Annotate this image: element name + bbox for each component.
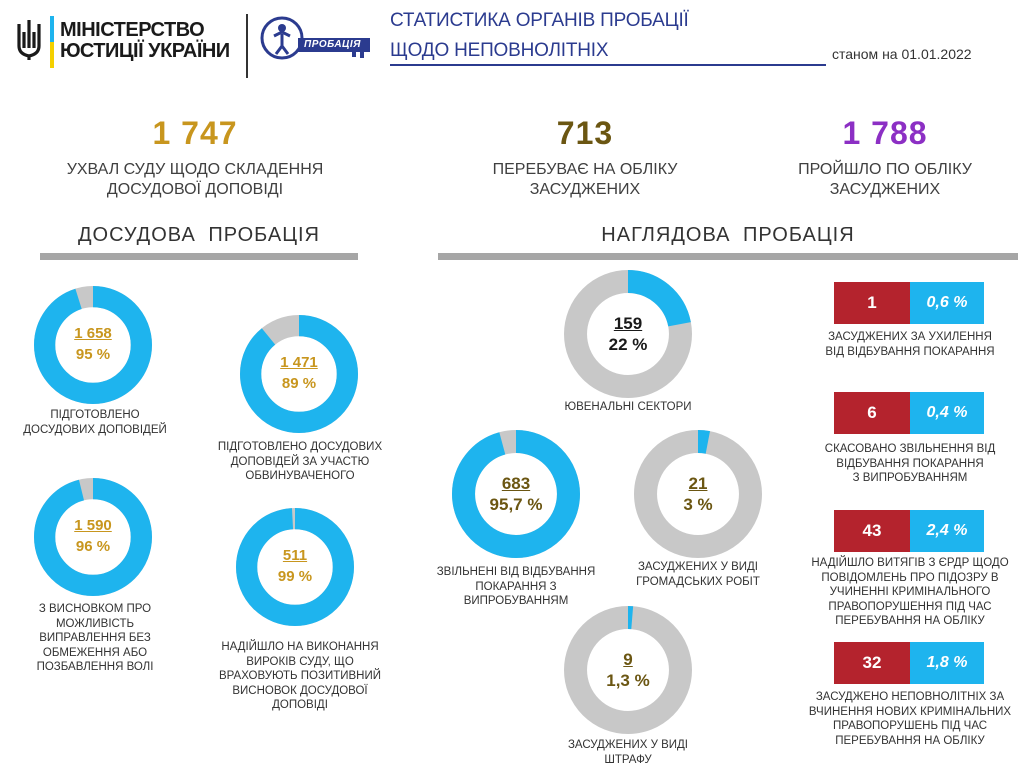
donut-label: НАДІЙШЛО НА ВИКОНАННЯ ВИРОКІВ СУДУ, ЩО ВРАХОВУЮТЬ ПОЗИТИВНИЙ ВИСНОВОК ДОСУДОВОЇ ДОПОВІДІ [218,641,382,711]
section-pretrial-bar [40,253,358,260]
kpi-value: 1 747 [152,115,238,151]
donut-number [34,517,152,534]
donut-number [634,474,762,494]
donut-number [34,325,152,342]
badge-erdr-extracts [834,510,984,552]
donut-count: 159 [613,314,643,333]
donut-label: З ВИСНОВКОМ ПРО МОЖЛИВІСТЬ ВИПРАВЛЕННЯ БЕЗ ОБМЕЖЕННЯ АБО ПОЗБАВЛЕННЯ ВОЛІ [36,603,154,673]
kpi-registered [440,115,730,200]
donut-percent: 95 % [75,346,111,363]
donut-label: ПІДГОТОВЛЕНО ДОСУДОВИХ ДОПОВІДЕЙ ЗА УЧАСТЮ ОБВИНУВАЧЕНОГО [217,441,383,482]
donut-count: 511 [282,547,308,564]
donut-number [564,650,692,670]
badge-label: НАДІЙШЛО ВИТЯГІВ З ЄРДР ЩОДО ПОВІДОМЛЕНЬ ПРО ПІДОЗРУ В УЧИНЕННІ КРИМІНАЛЬНОГО ПРАВОПОРУШЕННЯ ПІД ЧАС ПЕРЕБУВАННЯ НА ОБЛІКУ [811,557,1009,627]
donut-value-arc [464,442,569,547]
donut-percent: 1,3 % [606,671,650,690]
section-supervision-bar [438,253,1018,260]
probation-logo [256,14,376,64]
report-date: станом на 01.01.2022 [832,46,972,62]
donut-reports-with-accused [240,315,358,433]
donut-value-arc [251,326,348,423]
donut-ring [236,508,354,626]
donut-correction-without-restriction [34,478,152,596]
donut-number [236,547,354,564]
donut-percent: 22 % [608,335,648,354]
donut-count: 1 590 [74,517,112,534]
kpi-label-line2: ЗАСУДЖЕНИХ [529,181,641,198]
donut-percent: 3 % [683,495,713,514]
donut-released-probation [452,430,580,558]
page-title-line2: ЩОДО НЕПОВНОЛІТНІХ [390,40,609,61]
badge-count: 32 [834,642,910,684]
badge-count: 1 [834,282,910,324]
donut-ring [34,478,152,596]
donut-community-work [634,430,762,558]
kpi-label-line2: ЗАСУДЖЕНИХ [829,181,941,198]
page-title [390,6,689,66]
header-divider [246,14,248,78]
badge-cancelled-release [834,392,984,434]
badge-count: 43 [834,510,910,552]
section-pretrial-title: ДОСУДОВА ПРОБАЦІЯ [77,224,320,246]
donut-label: ЗАСУДЖЕНИХ У ВИДІ ГРОМАДСЬКИХ РОБІТ [636,561,760,588]
donut-label: ЮВЕНАЛЬНІ СЕКТОРИ [564,401,692,413]
kpi-label-line2: ДОСУДОВОЇ ДОПОВІДІ [106,181,284,198]
donut-percent: 99 % [277,568,313,585]
donut-value-arc [45,297,142,394]
kpi-value: 713 [556,115,614,151]
donut-ring [564,270,692,398]
badge-label: СКАСОВАНО ЗВІЛЬНЕННЯ ВІД ВІДБУВАННЯ ПОКАРАННЯ З ВИПРОБУВАННЯМ [824,443,996,484]
badge-count: 6 [834,392,910,434]
trident-icon [14,18,44,62]
donut-count: 9 [623,650,633,669]
donut-ring [564,606,692,734]
donut-ring [452,430,580,558]
donut-count: 683 [501,474,531,493]
badge-percent: 0,4 % [910,392,984,434]
badge-evasion [834,282,984,324]
donut-fine [564,606,692,734]
kpi-court-rulings [30,115,360,200]
donut-label: ПІДГОТОВЛЕНО ДОСУДОВИХ ДОПОВІДЕЙ [23,409,167,436]
kpi-passed [760,115,1010,200]
kpi-label-line1: ПРОЙШЛО ПО ОБЛІКУ [798,161,972,178]
kpi-label-line1: ПЕРЕБУВАЄ НА ОБЛІКУ [492,161,678,178]
donut-ring [240,315,358,433]
section-supervision-title: НАГЛЯДОВА ПРОБАЦІЯ [601,224,855,246]
donut-value-arc [45,489,142,586]
donut-track [646,442,751,547]
donut-number [452,474,580,494]
badge-percent: 0,6 % [910,282,984,324]
donut-sentences-received [236,508,354,626]
badge-new-offenses [834,642,984,684]
badge-label: ЗАСУДЖЕНИХ ЗА УХИЛЕННЯ ВІД ВІДБУВАННЯ ПОКАРАННЯ [825,331,995,358]
ministry-logo [14,16,244,68]
badge-label: ЗАСУДЖЕНО НЕПОВНОЛІТНІХ ЗА ВЧИНЕННЯ НОВИХ КРИМІНАЛЬНИХ ПРАВОПОРУШЕНЬ ПІД ЧАС ПЕРЕБУВАННЯ НА ОБЛІКУ [808,691,1012,747]
donut-value-arc [247,519,344,616]
kpi-value: 1 788 [842,115,928,151]
donut-reports-prepared [34,286,152,404]
donut-count: 21 [688,474,708,493]
donut-count: 1 471 [280,354,318,371]
donut-label: ЗАСУДЖЕНИХ У ВИДІ ШТРАФУ [567,739,688,766]
donut-percent: 96 % [75,538,111,555]
title-underline [390,64,826,66]
donut-juvenile-sectors [564,270,692,398]
badge-percent: 2,4 % [910,510,984,552]
donut-number [564,314,692,334]
page-title-line1: СТАТИСТИКА ОРГАНІВ ПРОБАЦІЇ [390,10,689,31]
donut-percent: 95,7 % [489,495,543,514]
ministry-name-line2: ЮСТИЦІЇ УКРАЇНИ [60,40,230,62]
donut-count: 1 658 [74,325,112,342]
donut-number [240,354,358,371]
probation-logo-text: ПРОБАЦІЯ [304,39,361,50]
donut-ring [34,286,152,404]
badge-percent: 1,8 % [910,642,984,684]
donut-ring [634,430,762,558]
kpi-label-line1: УХВАЛ СУДУ ЩОДО СКЛАДЕННЯ [66,161,324,178]
donut-label: ЗВІЛЬНЕНІ ВІД ВІДБУВАННЯ ПОКАРАННЯ З ВИПРОБУВАННЯМ [436,566,596,607]
ministry-name-line1: МІНІСТЕРСТВО [60,19,205,41]
donut-track [576,618,681,723]
donut-percent: 89 % [281,375,317,392]
